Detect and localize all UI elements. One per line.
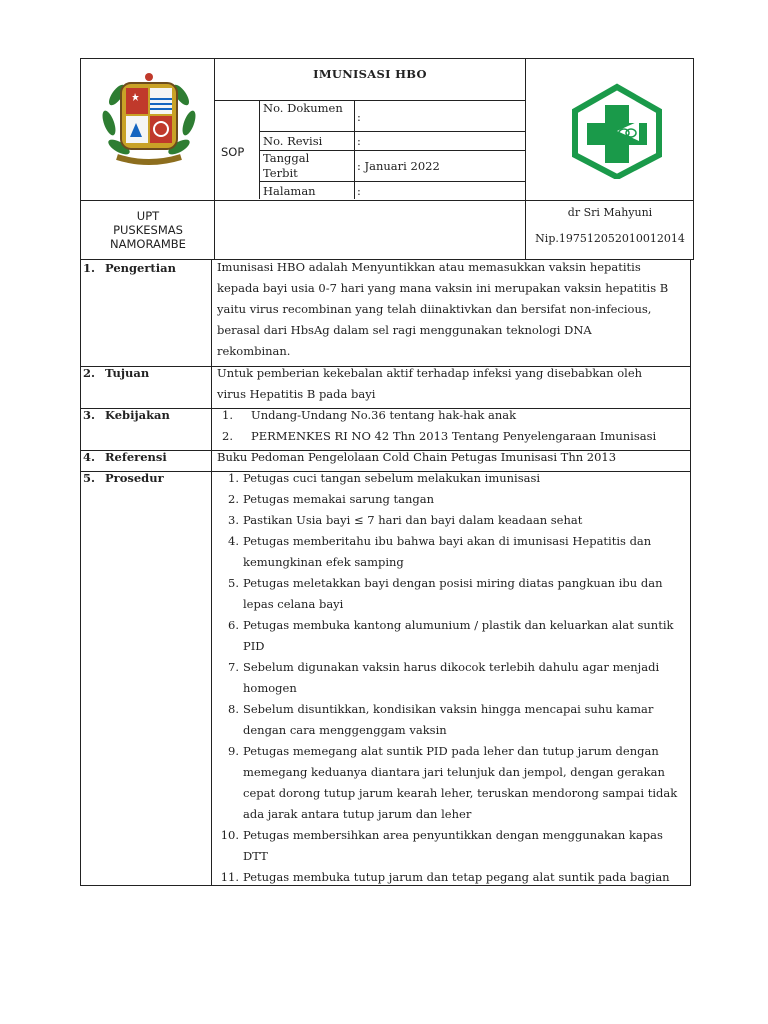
step-number: 6. [228,618,239,632]
meta-value-halaman: : [357,184,361,198]
step-number: 1. [228,471,239,485]
section-number: 5. [83,471,96,485]
text-line: DTT [243,849,268,863]
step-number: 5. [228,576,239,590]
sop-content-table [80,260,691,886]
text-line: Untuk pemberian kekebalan aktif terhadap infeksi yang disebabkan oleh [217,366,643,380]
divider [214,100,525,101]
text-line: Petugas membuka tutup jarum dan tetap pegang alat suntik pada bagian [243,870,670,884]
text-line: Petugas memegang alat suntik PID pada leher dan tutup jarum dengan [243,744,659,758]
step-text [243,867,689,888]
meta-value-tanggal-terbit: : Januari 2022 [357,159,440,173]
text-line: lepas celana bayi [243,597,344,611]
divider [259,131,525,132]
step-text [243,489,689,510]
text-line: yaitu virus recombinan yang telah diinaktivkan dan bersifat non-infecious, [217,302,652,316]
text-line: Sebelum digunakan vaksin harus dikocok terlebih dahulu agar menjadi [243,660,660,674]
step-number: 9. [228,744,239,758]
meta-label-tanggal-terbit: Tanggal Terbit [263,151,310,180]
signatory-name: dr Sri Mahyuni [567,206,653,219]
meta-label-no-revisi: No. Revisi [263,134,323,148]
step-text [243,825,689,867]
regional-emblem-icon [95,65,203,173]
meta-label-no-dokumen: No. Dokumen [263,101,343,115]
section-label: Kebijakan [105,408,170,422]
meta-label-halaman: Halaman [263,184,316,198]
section-label: Referensi [105,450,167,464]
referensi-text [217,447,687,468]
step-text [243,468,689,489]
step-number: 8. [228,702,239,716]
section-number: 2. [83,366,96,380]
text-line: ada jarak antara tutup jarum dan leher [243,807,472,821]
text-line: rekombinan. [217,344,291,358]
org-line: NAMORAMBE [110,237,186,251]
step-text [243,699,689,741]
document-title: IMUNISASI HBO [313,67,427,81]
section-label: Pengertian [105,261,176,275]
text-line: berasal dari HbsAg dalam sel ragi menggunakan teknologi DNA [217,323,592,337]
divider [525,59,526,259]
org-line: PUSKESMAS [113,223,183,237]
text-line: kepada bayi usia 0-7 hari yang mana vaksin ini merupakan vaksin hepatitis B [217,281,669,295]
puskesmas-cross-icon [569,83,665,179]
step-number: 7. [228,660,239,674]
divider [81,200,693,201]
meta-value-no-revisi: : [357,134,361,148]
text-line: kemungkinan efek samping [243,555,404,569]
step-text [243,657,689,699]
text-line: Petugas cuci tangan sebelum melakukan imunisasi [243,471,541,485]
text-line: Petugas memberitahu ibu bahwa bayi akan di imunisasi Hepatitis dan [243,534,652,548]
sop-label: SOP [221,145,245,159]
tujuan-text [217,363,687,405]
step-number: 11. [220,870,239,884]
meta-value-no-dokumen: : [357,110,361,124]
text-line: Sebelum disuntikkan, kondisikan vaksin hingga mencapai suhu kamar [243,702,654,716]
sop-header-table [80,58,694,260]
text-line: memegang keduanya diantara jari telunjuk dan jempol, dengan gerakan [243,765,665,779]
text-line: Petugas membuka kantong alumunium / plastik dan keluarkan alat suntik [243,618,674,632]
section-number: 4. [83,450,96,464]
text-line: Petugas memakai sarung tangan [243,492,435,506]
text-line: virus Hepatitis B pada bayi [217,387,376,401]
step-text [243,531,689,573]
step-number: 4. [228,534,239,548]
text-line: Pastikan Usia bayi ≤ 7 hari dan bayi dalam keadaan sehat [243,513,583,527]
divider [259,181,525,182]
section-number: 1. [83,261,96,275]
item-text: Undang-Undang No.36 tentang hak-hak anak [251,408,517,422]
org-line: UPT [136,209,160,223]
section-label: Prosedur [105,471,164,485]
pengertian-text [217,257,687,362]
step-number: 2. [228,492,239,506]
item-number: 1. [222,408,233,422]
section-label: Tujuan [105,366,150,380]
signatory-nip: Nip.197512052010012014 [535,232,685,245]
text-line: Petugas membersihkan area penyuntikkan dengan menggunakan kapas [243,828,663,842]
text-line: Petugas meletakkan bayi dengan posisi miring diatas pangkuan ibu dan [243,576,663,590]
text-line: PID [243,639,265,653]
text-line: Buku Pedoman Pengelolaan Cold Chain Petugas Imunisasi Thn 2013 [217,450,617,464]
text-line: cepat dorong tutup jarum kearah leher, teruskan mendorong sampai tidak [243,786,678,800]
text-line: Imunisasi HBO adalah Menyuntikkan atau memasukkan vaksin hepatitis [217,260,641,274]
step-text [243,615,689,657]
item-number: 2. [222,429,233,443]
text-line: homogen [243,681,297,695]
text-line: dengan cara menggenggam vaksin [243,723,447,737]
section-number: 3. [83,408,96,422]
item-text: PERMENKES RI NO 42 Thn 2013 Tentang Penyelengaraan Imunisasi [251,429,657,443]
step-text [243,573,689,615]
step-number: 10. [220,828,239,842]
organization-name [81,209,215,251]
divider [211,260,212,885]
step-text [243,741,689,825]
step-number: 3. [228,513,239,527]
step-text [243,510,689,531]
